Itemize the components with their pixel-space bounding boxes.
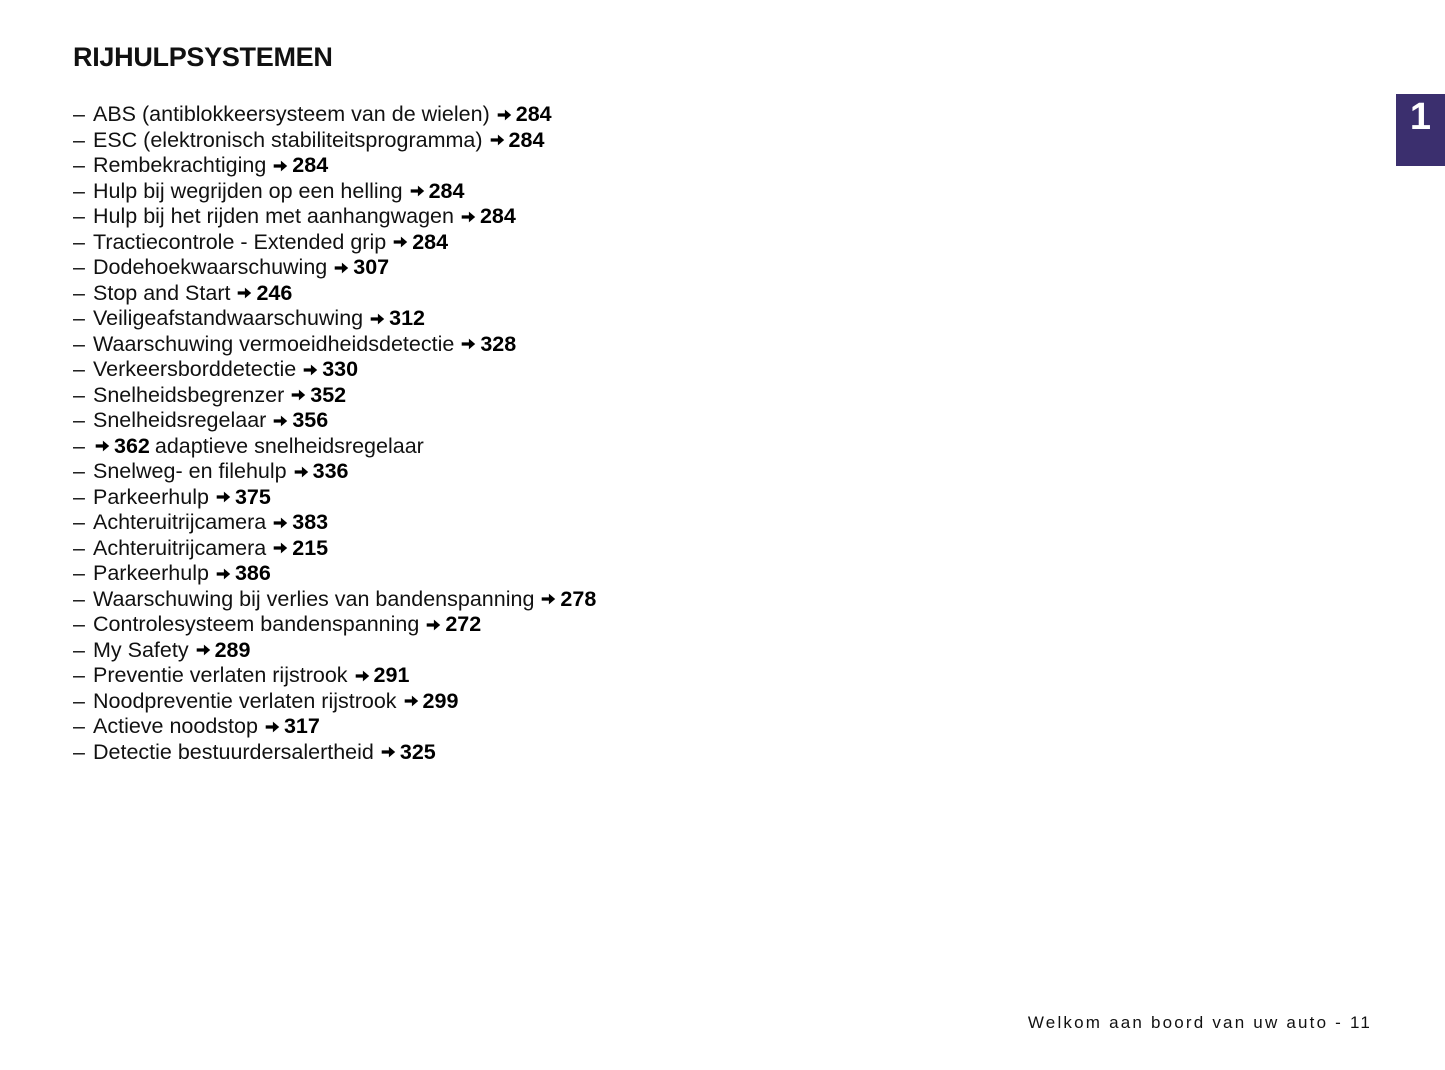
item-label: Stop and Start bbox=[93, 280, 231, 305]
page-number: 272 bbox=[445, 612, 482, 636]
page-reference-link[interactable] bbox=[539, 587, 596, 613]
page-reference-link[interactable] bbox=[194, 638, 251, 664]
page-reference-link[interactable] bbox=[93, 434, 150, 460]
page-number: 362 bbox=[114, 433, 150, 458]
page-reference-link[interactable] bbox=[271, 153, 328, 179]
page-number: 284 bbox=[515, 102, 552, 126]
bullet-dash: – bbox=[73, 637, 85, 662]
bullet-dash: – bbox=[73, 433, 85, 458]
list-item bbox=[73, 204, 596, 230]
page-number: 284 bbox=[292, 153, 329, 177]
list-item bbox=[73, 536, 596, 562]
item-label: Controlesysteem bandenspanning bbox=[93, 612, 420, 636]
page-reference-link[interactable] bbox=[459, 204, 516, 230]
item-label: Snelheidsbegrenzer bbox=[93, 382, 285, 407]
arrow-right-icon bbox=[235, 284, 253, 302]
arrow-right-icon bbox=[332, 259, 350, 277]
list-item bbox=[73, 281, 596, 307]
page-number: 278 bbox=[560, 586, 597, 611]
list-item bbox=[73, 179, 596, 205]
list-item bbox=[73, 714, 596, 740]
arrow-right-icon bbox=[459, 208, 477, 226]
arrow-right-icon bbox=[271, 157, 289, 175]
arrow-right-icon bbox=[424, 616, 442, 634]
item-label: Veiligeafstandwaarschuwing bbox=[93, 306, 364, 330]
page-reference-link[interactable] bbox=[391, 230, 448, 256]
arrow-right-icon bbox=[271, 412, 289, 430]
bullet-dash: – bbox=[73, 510, 85, 534]
item-label: Achteruitrijcamera bbox=[93, 510, 267, 534]
bullet-dash: – bbox=[73, 280, 85, 305]
page-reference-link[interactable] bbox=[271, 536, 328, 562]
item-label: Verkeersborddetectie bbox=[93, 357, 297, 381]
item-label: adaptieve snelheidsregelaar bbox=[154, 433, 424, 458]
page-number: 284 bbox=[412, 229, 449, 254]
bullet-dash: – bbox=[73, 382, 85, 407]
item-label: Achteruitrijcamera bbox=[93, 535, 267, 560]
list-item bbox=[73, 663, 596, 689]
page-reference-link[interactable] bbox=[235, 281, 292, 307]
item-label: Snelheidsregelaar bbox=[93, 408, 267, 432]
item-label: ESC (elektronisch stabiliteitsprogramma) bbox=[93, 127, 483, 152]
list-item bbox=[73, 510, 596, 536]
page-reference-link[interactable] bbox=[271, 510, 328, 536]
arrow-right-icon bbox=[214, 488, 232, 506]
arrow-right-icon bbox=[289, 386, 307, 404]
chapter-tab: 1 bbox=[1396, 94, 1445, 166]
bullet-dash: – bbox=[73, 561, 85, 585]
item-label: Preventie verlaten rijstrook bbox=[93, 663, 348, 687]
page-reference-link[interactable] bbox=[301, 357, 358, 383]
item-label: Waarschuwing vermoeidheidsdetectie bbox=[93, 331, 455, 356]
page-reference-link[interactable] bbox=[332, 255, 389, 281]
arrow-right-icon bbox=[271, 539, 289, 557]
bullet-dash: – bbox=[73, 408, 85, 432]
arrow-right-icon bbox=[353, 667, 371, 685]
page-number: 291 bbox=[373, 663, 410, 687]
list-item bbox=[73, 638, 596, 664]
page-reference-link[interactable] bbox=[214, 485, 271, 511]
list-item bbox=[73, 485, 596, 511]
item-label: Detectie bestuurdersalertheid bbox=[93, 739, 374, 764]
item-label: Hulp bij wegrijden op een helling bbox=[93, 178, 403, 203]
list-item bbox=[73, 689, 596, 715]
page-number: 383 bbox=[292, 510, 329, 534]
item-label: My Safety bbox=[93, 637, 189, 662]
page-number: 330 bbox=[322, 357, 359, 381]
item-label: Actieve noodstop bbox=[93, 714, 258, 738]
list-item bbox=[73, 612, 596, 638]
item-label: ABS (antiblokkeersysteem van de wielen) bbox=[93, 102, 490, 126]
page-number: 215 bbox=[292, 535, 329, 560]
bullet-dash: – bbox=[73, 204, 85, 228]
page-number: 325 bbox=[399, 739, 436, 764]
arrow-right-icon bbox=[292, 463, 310, 481]
bullet-dash: – bbox=[73, 535, 85, 560]
list-item bbox=[73, 459, 596, 485]
page-reference-link[interactable] bbox=[271, 408, 328, 434]
bullet-dash: – bbox=[73, 102, 85, 126]
bullet-dash: – bbox=[73, 739, 85, 764]
list-item bbox=[73, 306, 596, 332]
item-label: Parkeerhulp bbox=[93, 484, 209, 509]
bullet-dash: – bbox=[73, 459, 85, 483]
arrow-right-icon bbox=[539, 590, 557, 608]
bullet-dash: – bbox=[73, 586, 85, 611]
list-item bbox=[73, 357, 596, 383]
list-item bbox=[73, 383, 596, 409]
page-number: 336 bbox=[312, 459, 349, 483]
list-item bbox=[73, 255, 596, 281]
page-number: 246 bbox=[256, 280, 293, 305]
bullet-dash: – bbox=[73, 127, 85, 152]
page-reference-link[interactable] bbox=[289, 383, 346, 409]
list-item bbox=[73, 561, 596, 587]
list-item bbox=[73, 102, 596, 128]
arrow-right-icon bbox=[391, 233, 409, 251]
bullet-dash: – bbox=[73, 688, 85, 713]
arrow-right-icon bbox=[214, 565, 232, 583]
page-number: 312 bbox=[389, 306, 425, 330]
bullet-dash: – bbox=[73, 153, 85, 177]
page-number: 284 bbox=[428, 178, 465, 203]
page-number: 317 bbox=[283, 714, 320, 738]
arrow-right-icon bbox=[402, 692, 420, 710]
arrow-right-icon bbox=[379, 743, 397, 761]
item-label: Waarschuwing bij verlies van bandenspanning bbox=[93, 586, 535, 611]
page-number: 375 bbox=[234, 484, 271, 509]
list-item bbox=[73, 128, 596, 154]
page-number: 284 bbox=[479, 204, 516, 228]
item-label: Rembekrachtiging bbox=[93, 153, 267, 177]
bullet-dash: – bbox=[73, 178, 85, 203]
item-label: Snelweg- en filehulp bbox=[93, 459, 287, 483]
page-number: 356 bbox=[292, 408, 329, 432]
bullet-dash: – bbox=[73, 484, 85, 509]
list-item bbox=[73, 740, 596, 766]
page-reference-link[interactable] bbox=[424, 612, 481, 638]
page-reference-link[interactable] bbox=[408, 179, 465, 205]
item-label: Parkeerhulp bbox=[93, 561, 209, 585]
page-footer: Welkom aan boord van uw auto - 11 bbox=[1027, 1013, 1372, 1032]
page-reference-link[interactable] bbox=[488, 128, 545, 154]
page-reference-link[interactable] bbox=[402, 689, 459, 715]
list-item bbox=[73, 587, 596, 613]
arrow-right-icon bbox=[488, 131, 506, 149]
list-item bbox=[73, 408, 596, 434]
page-number: 289 bbox=[214, 637, 251, 662]
page-number: 284 bbox=[508, 127, 545, 152]
page-number: 386 bbox=[234, 561, 271, 585]
page-title: RIJHULPSYSTEMEN bbox=[73, 42, 333, 72]
bullet-dash: – bbox=[73, 229, 85, 254]
item-label: Noodpreventie verlaten rijstrook bbox=[93, 688, 397, 713]
page-reference-link[interactable] bbox=[459, 332, 516, 358]
list-item bbox=[73, 434, 596, 460]
arrow-right-icon bbox=[459, 335, 477, 353]
page-reference-link[interactable] bbox=[368, 306, 425, 332]
page-reference-link[interactable] bbox=[495, 102, 552, 128]
driving-aids-list bbox=[73, 102, 596, 765]
arrow-right-icon bbox=[301, 361, 319, 379]
item-label: Hulp bij het rijden met aanhangwagen bbox=[93, 204, 454, 228]
arrow-right-icon bbox=[263, 718, 281, 736]
list-item bbox=[73, 230, 596, 256]
page-reference-link[interactable] bbox=[292, 459, 349, 485]
arrow-right-icon bbox=[271, 514, 289, 532]
list-item bbox=[73, 332, 596, 358]
bullet-dash: – bbox=[73, 357, 85, 381]
bullet-dash: – bbox=[73, 714, 85, 738]
bullet-dash: – bbox=[73, 331, 85, 356]
arrow-right-icon bbox=[194, 641, 212, 659]
arrow-right-icon bbox=[93, 437, 111, 455]
bullet-dash: – bbox=[73, 612, 85, 636]
page-number: 328 bbox=[480, 331, 517, 356]
page-reference-link[interactable] bbox=[214, 561, 271, 587]
page-number: 307 bbox=[353, 255, 390, 279]
arrow-right-icon bbox=[495, 106, 513, 124]
item-label: Dodehoekwaarschuwing bbox=[93, 255, 328, 279]
bullet-dash: – bbox=[73, 255, 85, 279]
item-label: Tractiecontrole - Extended grip bbox=[93, 229, 387, 254]
page-number: 299 bbox=[422, 688, 459, 713]
arrow-right-icon bbox=[408, 182, 426, 200]
bullet-dash: – bbox=[73, 306, 85, 330]
list-item bbox=[73, 153, 596, 179]
page-reference-link[interactable] bbox=[353, 663, 410, 689]
page-reference-link[interactable] bbox=[263, 714, 320, 740]
page-reference-link[interactable] bbox=[379, 740, 436, 766]
page-number: 352 bbox=[310, 382, 347, 407]
arrow-right-icon bbox=[368, 310, 386, 328]
bullet-dash: – bbox=[73, 663, 85, 687]
